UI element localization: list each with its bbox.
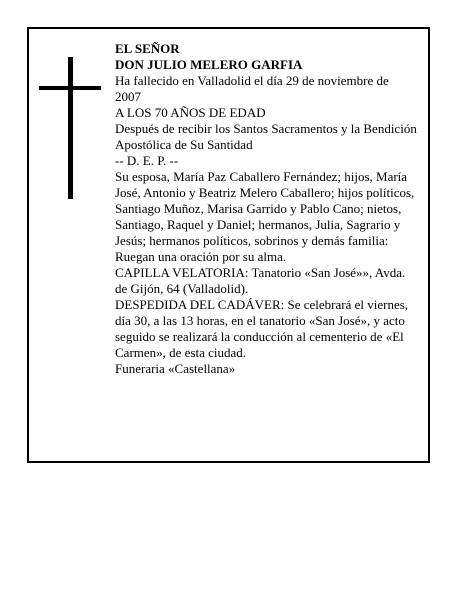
farewell-info: DESPEDIDA DEL CADÁVER: Se celebrará el viernes, día 30, a las 13 horas, en el tanatorio «San José», y acto seguido se realizará la conducción al cementerio de «El Carmen», de esta ciudad. [115, 297, 409, 360]
age-statement: A LOS 70 AÑOS DE EDAD [115, 105, 266, 120]
rip-line: -- D. E. P. -- [115, 153, 179, 168]
obituary-text [115, 41, 417, 377]
family-list: Su esposa, María Paz Caballero Fernández; hijos, María José, Antonio y Beatriz Melero Caballero; hijos políticos, Santiago Muñoz, Marisa Garrido y Pablo Cano; nietos, Santiago, Raquel y Daniel; hermanos, Julia, Sagrario y Jesús; hermanos políticos, sobrinos y demás familia: [115, 169, 415, 248]
deceased-name: DON JULIO MELERO GARFIA [115, 57, 303, 72]
cross-vertical-bar [68, 57, 73, 199]
notice-title: EL SEÑOR [115, 41, 180, 56]
obituary-card [27, 27, 430, 463]
funeral-home: Funeraria «Castellana» [115, 361, 236, 376]
prayer-request: Ruegan una oración por su alma. [115, 249, 287, 264]
sacraments-statement: Después de recibir los Santos Sacramentos y la Bendición Apostólica de Su Santidad [115, 121, 417, 152]
chapel-info: CAPILLA VELATORIA: Tanatorio «San José»», Avda. de Gijón, 64 (Valladolid). [115, 265, 406, 296]
death-statement: Ha fallecido en Valladolid el día 29 de noviembre de 2007 [115, 73, 389, 104]
cross-horizontal-bar [39, 86, 101, 90]
